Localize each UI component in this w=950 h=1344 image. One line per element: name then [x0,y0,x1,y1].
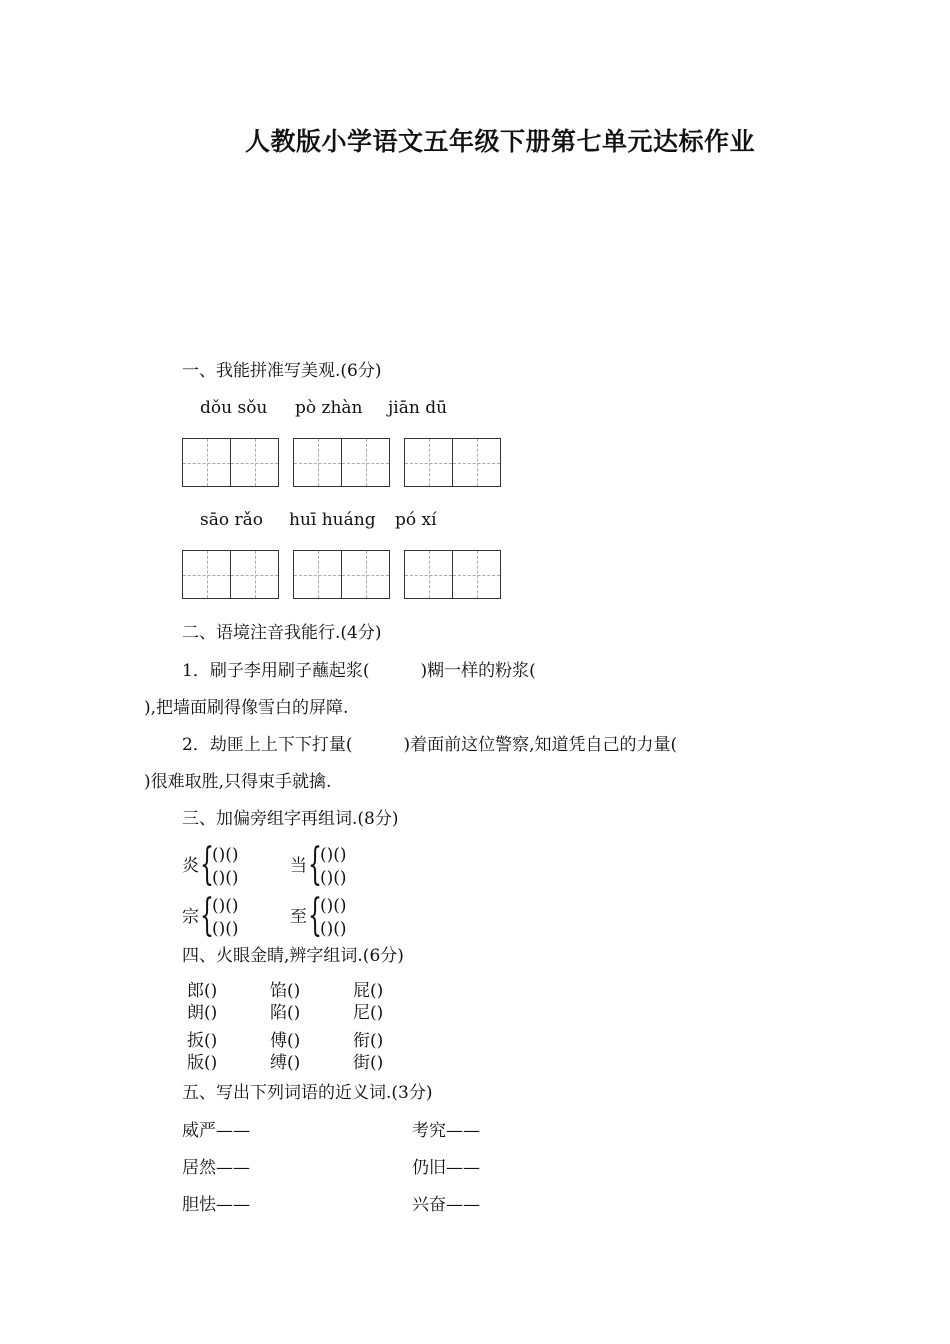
blank-line[interactable]: ()() [212,868,239,888]
question-1-line-1: 1．刷子李用刷子蘸起浆( )糊一样的粉浆( [182,661,536,681]
blank-line[interactable]: ()() [320,845,347,865]
word-pair-item: 缚() [270,1053,301,1073]
synonym-item: 兴奋—— [412,1195,480,1215]
synonym-item: 考究—— [412,1121,480,1141]
blank-line[interactable]: ()() [320,919,347,939]
brace-icon: { [308,839,322,890]
page-title: 人教版小学语文五年级下册第七单元达标作业 [244,127,755,156]
section-2-heading: 二、语境注音我能行.(4分) [182,623,382,643]
brace-icon: { [308,890,322,941]
radical-char: 宗 [182,907,199,927]
word-pair-item: 扳() [187,1031,218,1051]
writing-grid-1[interactable] [182,438,279,487]
blank-line[interactable]: ()() [212,896,239,916]
pinyin-6: pó xí [395,510,437,530]
synonym-item: 胆怯—— [182,1195,250,1215]
writing-grid-5[interactable] [293,550,390,599]
blank-line[interactable]: ()() [320,896,347,916]
section-1-heading: 一、我能拼准写美观.(6分) [182,361,382,381]
word-pair-item: 陷() [270,1003,301,1023]
pinyin-3: jiān dū [388,398,448,418]
word-pair-item: 馅() [270,981,301,1001]
word-pair-item: 衔() [353,1031,384,1051]
section-3-heading: 三、加偏旁组字再组词.(8分) [182,809,399,829]
synonym-item: 居然—— [182,1158,250,1178]
radical-item-2 [290,839,390,890]
radical-char: 炎 [182,856,199,876]
word-pair-item: 街() [353,1053,384,1073]
radical-char: 至 [290,907,307,927]
word-pair-item: 尼() [353,1003,384,1023]
word-pair-item: 郎() [187,981,218,1001]
radical-item-4 [290,890,390,941]
brace-icon: { [200,839,214,890]
synonym-item: 仍旧—— [412,1158,480,1178]
writing-grid-6[interactable] [404,550,501,599]
blank-line[interactable]: ()() [320,868,347,888]
question-2-line-1: 2．劫匪上上下下打量( )着面前这位警察,知道凭自己的力量( [182,735,678,755]
pinyin-1: dǒu sǒu [200,398,268,418]
pinyin-4: sāo rǎo [200,510,263,530]
writing-grid-3[interactable] [404,438,501,487]
blank-line[interactable]: ()() [212,845,239,865]
blank-line[interactable]: ()() [212,919,239,939]
pinyin-5: huī huáng [289,510,376,530]
word-pair-item: 傅() [270,1031,301,1051]
word-pair-item: 屁() [353,981,384,1001]
synonym-item: 威严—— [182,1121,250,1141]
pinyin-2: pò zhàn [295,398,363,418]
brace-icon: { [200,890,214,941]
radical-item-1 [182,839,282,890]
word-pair-item: 朗() [187,1003,218,1023]
question-2-line-2: )很难取胜,只得束手就擒. [144,772,332,792]
word-pair-item: 版() [187,1053,218,1073]
writing-grid-4[interactable] [182,550,279,599]
radical-item-3 [182,890,282,941]
section-5-heading: 五、写出下列词语的近义词.(3分) [182,1083,433,1103]
writing-grid-2[interactable] [293,438,390,487]
question-1-line-2: ),把墙面刷得像雪白的屏障. [144,698,349,718]
radical-char: 当 [290,856,307,876]
section-4-heading: 四、火眼金睛,辨字组词.(6分) [182,946,404,966]
